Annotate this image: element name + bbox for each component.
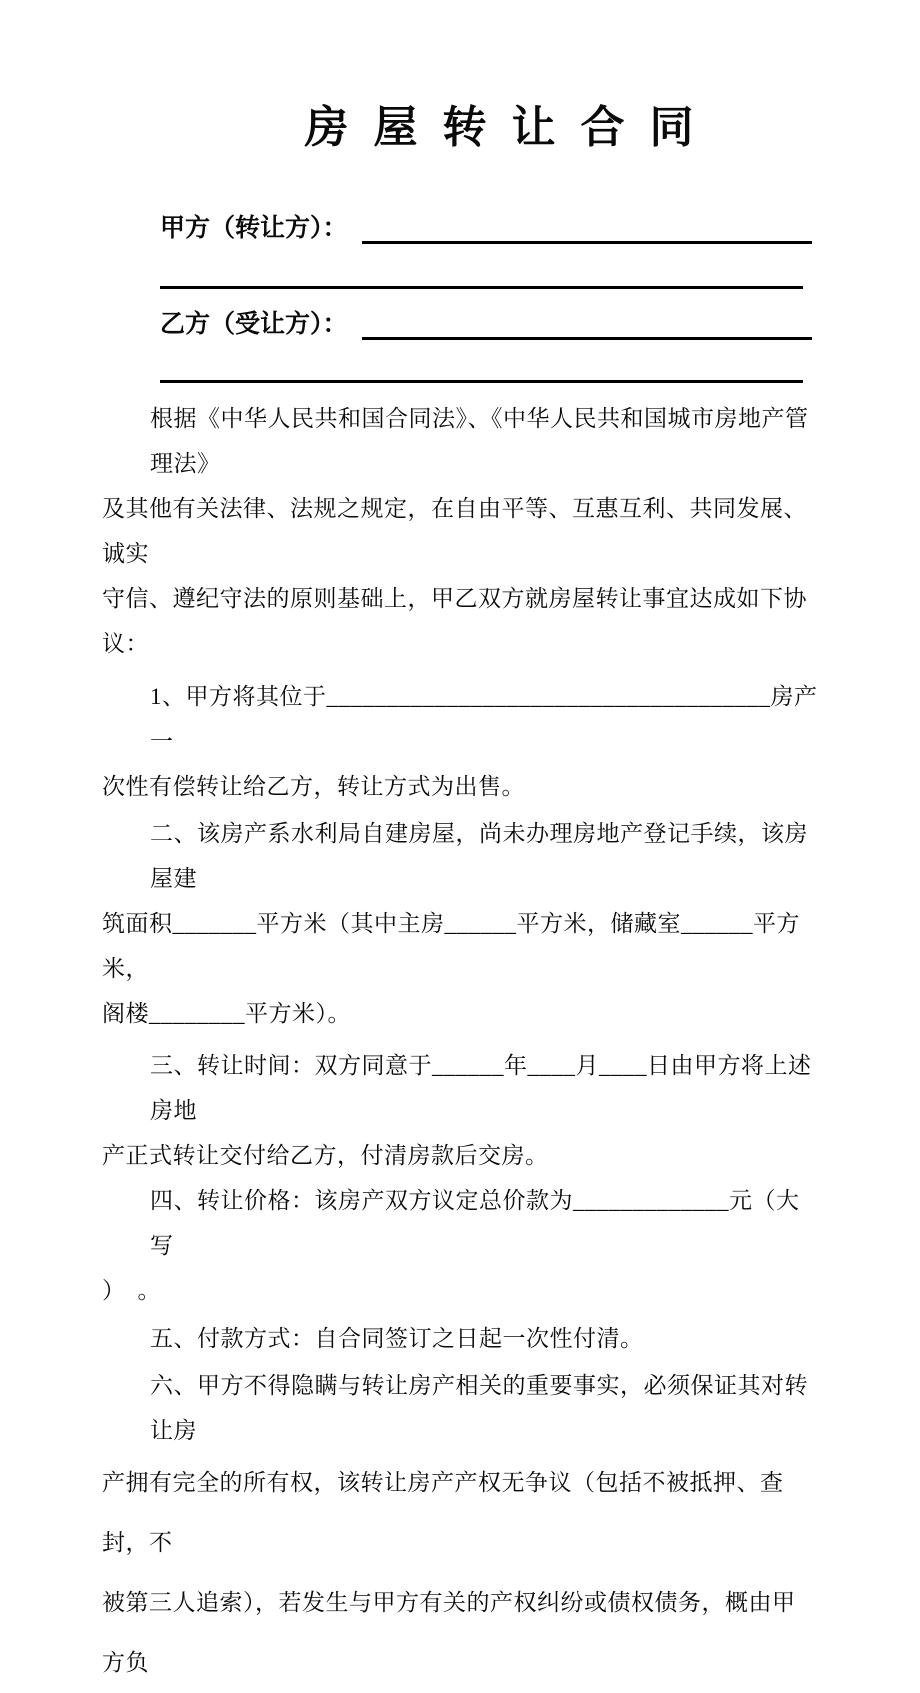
party-b-label: 乙方（受让方）： — [160, 311, 348, 338]
party-b-second-blank-line — [160, 380, 803, 383]
contract-line: 守信、遵纪守法的原则基础上，甲乙双方就房屋转让事宜达成如下协议： — [102, 586, 807, 656]
contract-line-clause-1: 1、甲方将其位于_____________________________________房产一 — [150, 684, 818, 754]
contract-line: 筑面积_______平方米（其中主房______平方米，储藏室______平方米， — [102, 911, 800, 981]
contract-line: 根据《中华人民共和国合同法》、《中华人民共和国城市房地产管理法》 — [150, 406, 809, 476]
party-a-name-blank — [362, 212, 812, 244]
contract-line: 产正式转让交付给乙方，付清房款后交房。 — [102, 1143, 549, 1168]
contract-line-clause-5: 五、付款方式：自合同签订之日起一次性付清。 — [150, 1326, 644, 1351]
party-b-name-blank — [362, 308, 812, 340]
contract-line: 阁楼________平方米）。 — [102, 1001, 351, 1026]
contract-line: 次性有偿转让给乙方，转让方式为出售。 — [102, 774, 525, 799]
contract-body — [102, 396, 818, 1693]
party-b-row — [160, 308, 812, 340]
contract-line-clause-3: 三、转让时间：双方同意于______年____月____日由甲方将上述房地 — [150, 1053, 812, 1123]
contract-line-clause-2: 二、该房产系水利局自建房屋，尚未办理房地产登记手续，该房屋建 — [150, 821, 808, 891]
contract-line-clause-4: 四、转让价格：该房产双方议定总价款为_____________元（大写 — [150, 1188, 800, 1258]
party-a-second-blank-line — [160, 286, 803, 289]
contract-line: ） 。 — [102, 1278, 161, 1303]
party-a-row — [160, 212, 812, 244]
contract-line: 及其他有关法律、法规之规定，在自由平等、互惠互利、共同发展、诚实 — [102, 496, 807, 566]
contract-line: 产拥有完全的所有权，该转让房产产权无争议（包括不被抵押、查封，不 — [102, 1470, 784, 1555]
contract-line: 被第三人追索），若发生与甲方有关的产权纠纷或债权债务，概由甲方负 — [102, 1590, 796, 1675]
party-a-label: 甲方（转让方）： — [160, 215, 348, 242]
contract-line-clause-6: 六、甲方不得隐瞒与转让房产相关的重要事实，必须保证其对转让房 — [150, 1373, 808, 1443]
document-title: 房 屋 转 让 合 同 — [304, 103, 696, 152]
